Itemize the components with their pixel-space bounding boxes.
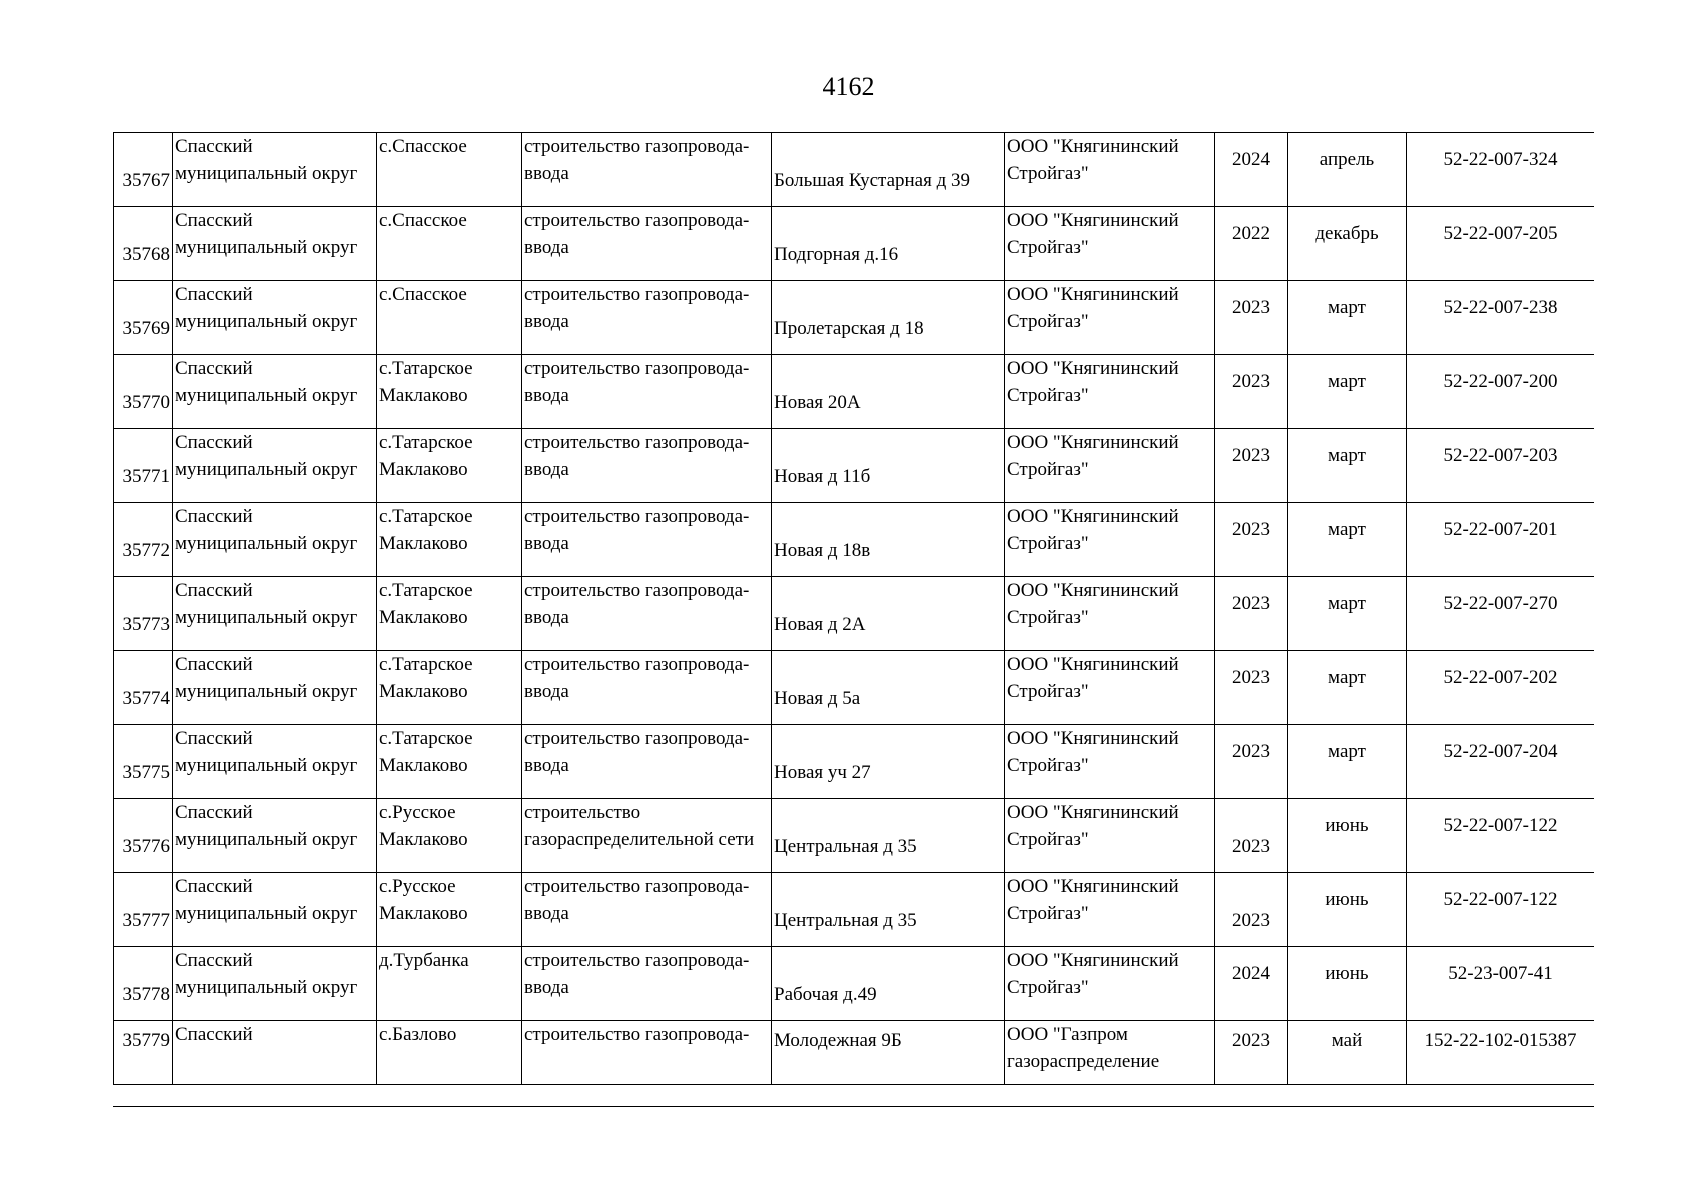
contractor-line: ООО "Княгининский	[1007, 802, 1179, 823]
table-body	[114, 133, 1595, 1085]
year: 2023	[1232, 519, 1270, 540]
registry-code: 52-22-007-122	[1443, 815, 1558, 836]
address: Новая 20А	[774, 392, 861, 413]
cell-registry-code	[1407, 503, 1595, 577]
work-type-line: ввода	[524, 237, 569, 258]
contractor-line: Стройгаз"	[1007, 459, 1089, 480]
cell-work-type	[522, 725, 772, 799]
record-number: 35767	[122, 170, 170, 191]
work-type-line: ввода	[524, 977, 569, 998]
month: март	[1328, 445, 1366, 466]
cell-contractor	[1005, 651, 1215, 725]
record-number: 35773	[122, 614, 170, 635]
locality-line: с.Татарское	[379, 506, 473, 527]
address: Новая д 11б	[774, 466, 871, 487]
year: 2023	[1232, 371, 1270, 392]
registry-code: 152-22-102-015387	[1424, 1030, 1577, 1051]
cell-year	[1215, 355, 1288, 429]
year: 2023	[1232, 836, 1270, 857]
contractor-line: Стройгаз"	[1007, 607, 1089, 628]
table-row	[114, 429, 1595, 503]
cell-work-type	[522, 947, 772, 1021]
cell-month	[1288, 799, 1407, 873]
work-type-line: строительство	[524, 802, 641, 823]
cell-record-number	[114, 207, 173, 281]
cell-contractor	[1005, 503, 1215, 577]
cell-contractor	[1005, 577, 1215, 651]
month: декабрь	[1315, 223, 1379, 244]
district-line: Спасский	[175, 950, 253, 971]
contractor-line: ООО "Княгининский	[1007, 136, 1179, 157]
cell-address	[772, 133, 1005, 207]
month: март	[1328, 667, 1366, 688]
contractor-line: газораспределение	[1007, 1051, 1160, 1072]
locality-line: Маклаково	[379, 755, 468, 776]
cell-district	[173, 429, 377, 503]
work-type-line: строительство газопровода-	[524, 580, 750, 601]
district-line: муниципальный округ	[175, 681, 358, 702]
cell-registry-code	[1407, 355, 1595, 429]
registry-code: 52-22-007-270	[1443, 593, 1558, 614]
month: март	[1328, 741, 1366, 762]
table-row	[114, 651, 1595, 725]
cell-locality	[377, 133, 522, 207]
record-number: 35777	[122, 910, 170, 931]
cell-registry-code	[1407, 725, 1595, 799]
cell-contractor	[1005, 947, 1215, 1021]
cell-registry-code	[1407, 947, 1595, 1021]
locality-line: Маклаково	[379, 459, 468, 480]
cell-month	[1288, 947, 1407, 1021]
cell-address	[772, 873, 1005, 947]
contractor-line: ООО "Княгининский	[1007, 506, 1179, 527]
cell-registry-code	[1407, 207, 1595, 281]
cell-record-number	[114, 799, 173, 873]
registry-table-container	[113, 132, 1594, 1107]
cell-registry-code	[1407, 133, 1595, 207]
contractor-line: ООО "Княгининский	[1007, 876, 1179, 897]
locality-line: с.Татарское	[379, 654, 473, 675]
cell-work-type	[522, 503, 772, 577]
work-type-line: ввода	[524, 311, 569, 332]
cell-contractor	[1005, 873, 1215, 947]
contractor-line: Стройгаз"	[1007, 385, 1089, 406]
district-line: Спасский	[175, 876, 253, 897]
cell-locality	[377, 873, 522, 947]
contractor-line: Стройгаз"	[1007, 311, 1089, 332]
table-row	[114, 799, 1595, 873]
cell-record-number	[114, 133, 173, 207]
year: 2023	[1232, 910, 1270, 931]
cell-locality	[377, 281, 522, 355]
contractor-line: Стройгаз"	[1007, 829, 1089, 850]
cell-contractor	[1005, 799, 1215, 873]
table-row	[114, 207, 1595, 281]
record-number: 35776	[122, 836, 170, 857]
cell-locality	[377, 947, 522, 1021]
cell-address	[772, 799, 1005, 873]
address: Новая уч 27	[774, 762, 871, 783]
cell-work-type	[522, 577, 772, 651]
district-line: муниципальный округ	[175, 755, 358, 776]
cell-month	[1288, 503, 1407, 577]
registry-code: 52-22-007-238	[1443, 297, 1558, 318]
contractor-line: ООО "Княгининский	[1007, 654, 1179, 675]
work-type-line: строительство газопровода-	[524, 358, 750, 379]
registry-code: 52-22-007-200	[1443, 371, 1558, 392]
month: апрель	[1319, 149, 1375, 170]
table-row	[114, 133, 1595, 207]
cell-month	[1288, 281, 1407, 355]
cell-record-number	[114, 1021, 173, 1085]
district-line: Спасский	[175, 136, 253, 157]
cell-locality	[377, 799, 522, 873]
cell-address	[772, 577, 1005, 651]
cell-work-type	[522, 133, 772, 207]
cell-district	[173, 577, 377, 651]
contractor-line: Стройгаз"	[1007, 681, 1089, 702]
work-type-line: ввода	[524, 459, 569, 480]
contractor-line: ООО "Княгининский	[1007, 210, 1179, 231]
work-type-line: строительство газопровода-	[524, 432, 750, 453]
registry-code: 52-22-007-205	[1443, 223, 1558, 244]
cell-month	[1288, 873, 1407, 947]
table-row	[114, 873, 1595, 947]
district-line: Спасский	[175, 210, 253, 231]
month: июнь	[1325, 889, 1369, 910]
district-line: Спасский	[175, 728, 253, 749]
contractor-line: ООО "Княгининский	[1007, 580, 1179, 601]
district-line: муниципальный округ	[175, 607, 358, 628]
cell-registry-code	[1407, 1021, 1595, 1085]
cell-registry-code	[1407, 577, 1595, 651]
district-line: Спасский	[175, 802, 253, 823]
cell-month	[1288, 133, 1407, 207]
year: 2023	[1232, 445, 1270, 466]
cell-address	[772, 429, 1005, 503]
record-number: 35769	[122, 318, 170, 339]
locality-line: с.Татарское	[379, 580, 473, 601]
year: 2023	[1232, 741, 1270, 762]
cell-month	[1288, 355, 1407, 429]
cell-registry-code	[1407, 651, 1595, 725]
cell-registry-code	[1407, 429, 1595, 503]
record-number: 35772	[122, 540, 170, 561]
cell-contractor	[1005, 133, 1215, 207]
registry-table	[113, 132, 1594, 1085]
registry-code: 52-22-007-122	[1443, 889, 1558, 910]
month: март	[1328, 519, 1366, 540]
district-line: муниципальный округ	[175, 977, 358, 998]
cell-address	[772, 651, 1005, 725]
locality-line: с.Татарское	[379, 728, 473, 749]
cell-month	[1288, 429, 1407, 503]
cell-work-type	[522, 207, 772, 281]
cell-year	[1215, 281, 1288, 355]
locality-line: с.Русское	[379, 802, 456, 823]
work-type-line: строительство газопровода-	[524, 136, 750, 157]
registry-code: 52-22-007-324	[1443, 149, 1558, 170]
month: март	[1328, 297, 1366, 318]
address: Подгорная д.16	[774, 244, 899, 265]
locality-line: Маклаково	[379, 385, 468, 406]
address: Рабочая д.49	[774, 984, 877, 1005]
locality-line: с.Базлово	[379, 1024, 457, 1045]
work-type-line: ввода	[524, 385, 569, 406]
registry-code: 52-22-007-203	[1443, 445, 1558, 466]
cell-work-type	[522, 799, 772, 873]
contractor-line: ООО "Княгининский	[1007, 284, 1179, 305]
year: 2024	[1232, 963, 1270, 984]
cell-address	[772, 725, 1005, 799]
locality-line: с.Русское	[379, 876, 456, 897]
work-type-line: ввода	[524, 681, 569, 702]
table-row	[114, 947, 1595, 1021]
work-type-line: строительство газопровода-	[524, 210, 750, 231]
cell-district	[173, 207, 377, 281]
cell-district	[173, 725, 377, 799]
cell-year	[1215, 577, 1288, 651]
contractor-line: Стройгаз"	[1007, 533, 1089, 554]
cell-address	[772, 207, 1005, 281]
cell-year	[1215, 503, 1288, 577]
cell-district	[173, 651, 377, 725]
year: 2023	[1232, 593, 1270, 614]
registry-code: 52-22-007-204	[1443, 741, 1558, 762]
contractor-line: ООО "Княгининский	[1007, 358, 1179, 379]
year: 2024	[1232, 149, 1270, 170]
work-type-line: ввода	[524, 903, 569, 924]
address: Новая д 18в	[774, 540, 871, 561]
district-line: Спасский	[175, 580, 253, 601]
page-number: 4162	[822, 72, 875, 101]
month: июнь	[1325, 963, 1369, 984]
locality-line: с.Спасское	[379, 136, 467, 157]
contractor-line: ООО "Княгининский	[1007, 950, 1179, 971]
cell-district	[173, 355, 377, 429]
cell-year	[1215, 725, 1288, 799]
cell-record-number	[114, 503, 173, 577]
month: март	[1328, 371, 1366, 392]
cell-year	[1215, 873, 1288, 947]
registry-code: 52-22-007-202	[1443, 667, 1558, 688]
table-row	[114, 725, 1595, 799]
cell-contractor	[1005, 207, 1215, 281]
record-number: 35771	[122, 466, 170, 487]
cell-contractor	[1005, 281, 1215, 355]
locality-line: с.Татарское	[379, 358, 473, 379]
cell-address	[772, 503, 1005, 577]
district-line: Спасский	[175, 654, 253, 675]
work-type-line: строительство газопровода-	[524, 950, 750, 971]
cell-work-type	[522, 429, 772, 503]
cell-locality	[377, 207, 522, 281]
cell-registry-code	[1407, 281, 1595, 355]
cell-record-number	[114, 947, 173, 1021]
registry-code: 52-23-007-41	[1448, 963, 1553, 984]
cell-year	[1215, 207, 1288, 281]
contractor-line: ООО "Княгининский	[1007, 432, 1179, 453]
contractor-line: Стройгаз"	[1007, 163, 1089, 184]
contractor-line: Стройгаз"	[1007, 755, 1089, 776]
cell-contractor	[1005, 725, 1215, 799]
cell-district	[173, 133, 377, 207]
cell-address	[772, 947, 1005, 1021]
cell-registry-code	[1407, 873, 1595, 947]
address: Новая д 2А	[774, 614, 866, 635]
address: Большая Кустарная д 39	[774, 170, 971, 191]
cell-address	[772, 1021, 1005, 1085]
record-number: 35779	[122, 1030, 170, 1051]
cell-year	[1215, 1021, 1288, 1085]
month: март	[1328, 593, 1366, 614]
cell-contractor	[1005, 355, 1215, 429]
table-row	[114, 355, 1595, 429]
locality-line: Маклаково	[379, 829, 468, 850]
contractor-line: ООО "Газпром	[1007, 1024, 1128, 1045]
work-type-line: ввода	[524, 533, 569, 554]
registry-code: 52-22-007-201	[1443, 519, 1558, 540]
district-line: Спасский	[175, 506, 253, 527]
district-line: Спасский	[175, 284, 253, 305]
cell-work-type	[522, 873, 772, 947]
cell-registry-code	[1407, 799, 1595, 873]
locality-line: Маклаково	[379, 533, 468, 554]
cell-record-number	[114, 651, 173, 725]
cell-locality	[377, 651, 522, 725]
cell-year	[1215, 947, 1288, 1021]
district-line: Спасский	[175, 1024, 253, 1045]
cell-district	[173, 281, 377, 355]
cell-record-number	[114, 355, 173, 429]
table-row	[114, 503, 1595, 577]
cell-locality	[377, 355, 522, 429]
district-line: муниципальный округ	[175, 163, 358, 184]
cell-locality	[377, 503, 522, 577]
work-type-line: строительство газопровода-	[524, 1024, 750, 1045]
cell-year	[1215, 429, 1288, 503]
cell-record-number	[114, 577, 173, 651]
year: 2023	[1232, 667, 1270, 688]
cell-record-number	[114, 725, 173, 799]
month: июнь	[1325, 815, 1369, 836]
cell-record-number	[114, 281, 173, 355]
record-number: 35775	[122, 762, 170, 783]
locality-line: Маклаково	[379, 607, 468, 628]
district-line: Спасский	[175, 358, 253, 379]
locality-line: Маклаково	[379, 681, 468, 702]
district-line: Спасский	[175, 432, 253, 453]
cell-year	[1215, 651, 1288, 725]
work-type-line: строительство газопровода-	[524, 284, 750, 305]
table-row	[114, 1021, 1595, 1085]
contractor-line: Стройгаз"	[1007, 237, 1089, 258]
year: 2022	[1232, 223, 1270, 244]
district-line: муниципальный округ	[175, 829, 358, 850]
district-line: муниципальный округ	[175, 385, 358, 406]
cell-record-number	[114, 429, 173, 503]
cell-contractor	[1005, 1021, 1215, 1085]
cell-locality	[377, 1021, 522, 1085]
month: май	[1331, 1030, 1363, 1051]
cell-locality	[377, 577, 522, 651]
cell-work-type	[522, 1021, 772, 1085]
work-type-line: строительство газопровода-	[524, 654, 750, 675]
work-type-line: строительство газопровода-	[524, 876, 750, 897]
year: 2023	[1232, 1030, 1270, 1051]
locality-line: с.Спасское	[379, 210, 467, 231]
record-number: 35774	[122, 688, 170, 709]
locality-line: д.Турбанка	[379, 950, 469, 971]
work-type-line: строительство газопровода-	[524, 506, 750, 527]
table-row	[114, 281, 1595, 355]
cell-record-number	[114, 873, 173, 947]
district-line: муниципальный округ	[175, 533, 358, 554]
locality-line: с.Татарское	[379, 432, 473, 453]
cell-contractor	[1005, 429, 1215, 503]
contractor-line: ООО "Княгининский	[1007, 728, 1179, 749]
record-number: 35778	[122, 984, 170, 1005]
cell-month	[1288, 1021, 1407, 1085]
cell-district	[173, 799, 377, 873]
cell-address	[772, 355, 1005, 429]
cell-district	[173, 947, 377, 1021]
cell-address	[772, 281, 1005, 355]
district-line: муниципальный округ	[175, 237, 358, 258]
cell-work-type	[522, 651, 772, 725]
contractor-line: Стройгаз"	[1007, 903, 1089, 924]
cell-work-type	[522, 281, 772, 355]
work-type-line: ввода	[524, 607, 569, 628]
address: Пролетарская д 18	[774, 318, 924, 339]
cell-district	[173, 1021, 377, 1085]
locality-line: Маклаково	[379, 903, 468, 924]
table-row	[114, 577, 1595, 651]
work-type-line: строительство газопровода-	[524, 728, 750, 749]
address: Молодежная 9Б	[774, 1030, 902, 1051]
locality-line: с.Спасское	[379, 284, 467, 305]
address: Центральная д 35	[774, 910, 917, 931]
work-type-line: ввода	[524, 163, 569, 184]
work-type-line: газораспределительной сети	[524, 829, 755, 850]
cell-work-type	[522, 355, 772, 429]
cell-district	[173, 503, 377, 577]
cell-month	[1288, 577, 1407, 651]
district-line: муниципальный округ	[175, 459, 358, 480]
year: 2023	[1232, 297, 1270, 318]
address: Центральная д 35	[774, 836, 917, 857]
cell-year	[1215, 133, 1288, 207]
district-line: муниципальный округ	[175, 903, 358, 924]
cell-district	[173, 873, 377, 947]
cell-locality	[377, 725, 522, 799]
record-number: 35768	[122, 244, 170, 265]
cell-locality	[377, 429, 522, 503]
cell-year	[1215, 799, 1288, 873]
cell-month	[1288, 651, 1407, 725]
cell-month	[1288, 207, 1407, 281]
cell-month	[1288, 725, 1407, 799]
contractor-line: Стройгаз"	[1007, 977, 1089, 998]
district-line: муниципальный округ	[175, 311, 358, 332]
address: Новая д 5а	[774, 688, 861, 709]
record-number: 35770	[122, 392, 170, 413]
work-type-line: ввода	[524, 755, 569, 776]
